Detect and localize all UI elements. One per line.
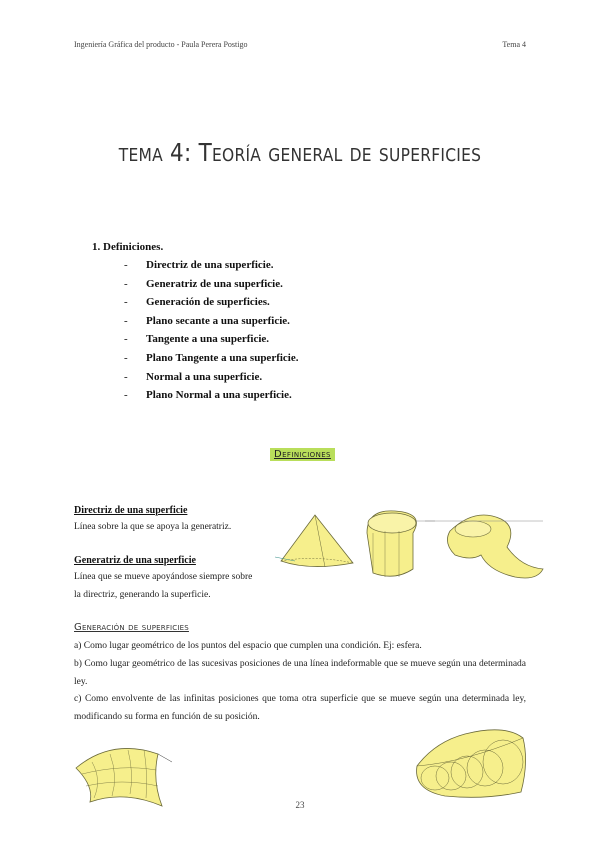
generatriz-title: Generatriz de una superficie xyxy=(74,555,196,566)
header-right: Tema 4 xyxy=(502,40,526,49)
page-title: tema 4: Teoría general de superficies xyxy=(118,138,482,167)
toc-item: - Generación de superficies. xyxy=(124,296,270,309)
generacion-a: a) Como lugar geométrico de los puntos del espacio que cumplen una condición. Ej: esfera. xyxy=(74,641,422,651)
surfaces-illustration xyxy=(275,503,545,583)
toc-item: - Plano Normal a una superficie. xyxy=(124,389,292,402)
section-title: Definiciones xyxy=(270,448,335,461)
cylinder-figure xyxy=(367,511,435,577)
toc-item: - Generatriz de una superficie. xyxy=(124,277,283,290)
generacion-b: b) Como lugar geométrico de las sucesivas posiciones de una línea indeformable que se mueve según una determinada ley. xyxy=(74,659,526,687)
directriz-text: Línea sobre la que se apoya la generatriz. xyxy=(74,522,232,532)
directriz-title: Directriz de una superficie xyxy=(74,505,188,516)
header-left: Ingeniería Gráfica del producto - Paula Perera Postigo xyxy=(74,40,248,49)
cone-figure xyxy=(275,515,353,567)
generatriz-text-line1: Línea que se mueve apoyándose siempre sobre xyxy=(74,572,253,582)
toc-heading: 1. Definiciones. xyxy=(92,241,164,253)
toc-item: - Directriz de una superficie. xyxy=(124,259,274,271)
twisted-surface-figure xyxy=(425,515,543,578)
generacion-title: Generación de superficies xyxy=(74,622,189,633)
page-number: 23 xyxy=(295,800,305,810)
envelope-surface-figure xyxy=(405,722,535,800)
generacion-c: c) Como envolvente de las infinitas posiciones que toma otra superficie que se mueve según una determinada ley, modificando su forma en función de su posición. xyxy=(74,694,526,722)
toc-item: - Normal a una superficie. xyxy=(124,370,263,383)
toc-item: - Plano secante a una superficie. xyxy=(124,314,290,327)
toc-list xyxy=(124,259,299,408)
generatriz-text-line2: la directriz, generando la superficie. xyxy=(74,590,211,600)
toc-item: - Plano Tangente a una superficie. xyxy=(124,351,299,364)
toc-item: - Tangente a una superficie. xyxy=(124,333,270,346)
